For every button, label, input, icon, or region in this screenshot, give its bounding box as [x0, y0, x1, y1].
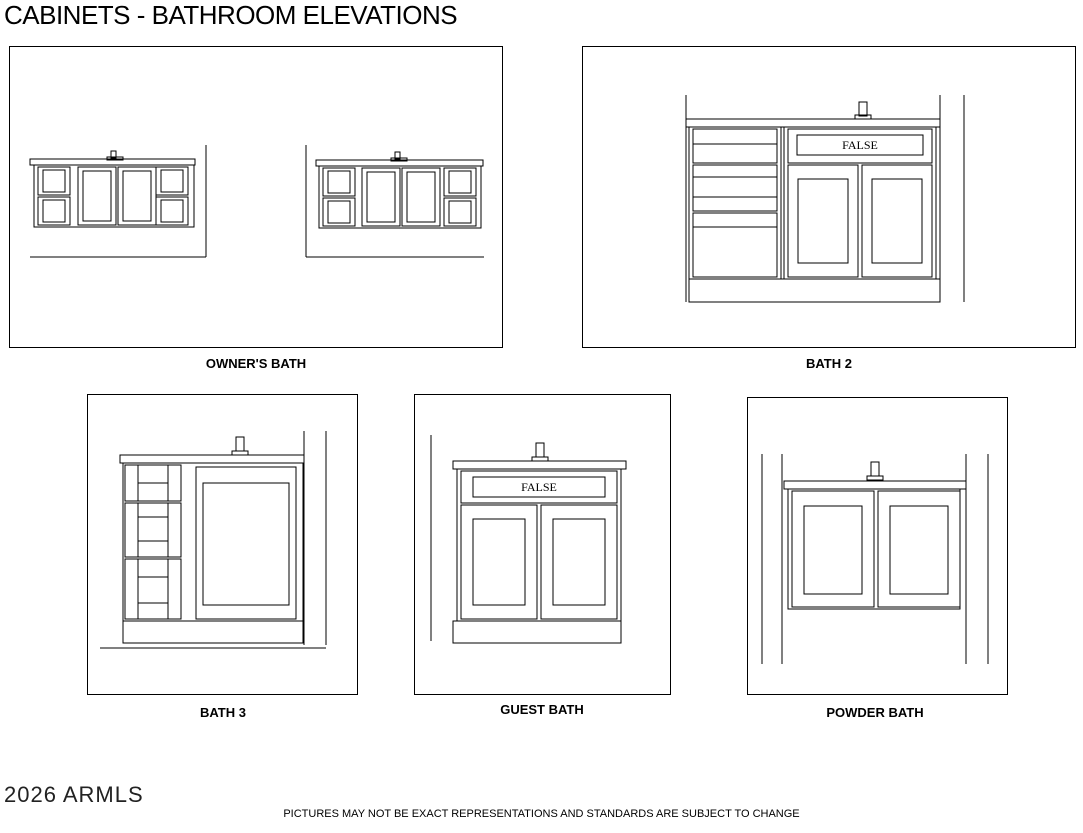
- bath-3-drawing: [88, 395, 359, 696]
- guest-bath-elevation: [414, 394, 671, 695]
- disclaimer: PICTURES MAY NOT BE EXACT REPRESENTATIONS AND STANDARDS ARE SUBJECT TO CHANGE: [283, 808, 800, 820]
- guest-bath-false-label: FALSE: [521, 480, 557, 494]
- powder-bath-drawing: [748, 398, 1009, 696]
- watermark: 2026 ARMLS: [4, 782, 144, 807]
- powder-bath-elevation: [747, 397, 1008, 695]
- bath-2-elevation: [582, 46, 1076, 348]
- owners-bath-drawing: [10, 47, 504, 349]
- bath-3-caption: BATH 3: [200, 705, 246, 720]
- guest-bath-drawing: [415, 395, 672, 696]
- bath-3-elevation: [87, 394, 358, 695]
- owners-bath-caption: OWNER'S BATH: [205, 356, 307, 371]
- owners-bath-elevation: [9, 46, 503, 348]
- bath-2-drawing: [583, 47, 1077, 349]
- powder-bath-caption: POWDER BATH: [826, 705, 924, 720]
- bath-2-false-label: FALSE: [842, 138, 878, 152]
- guest-bath-caption: GUEST BATH: [500, 702, 584, 717]
- page-title: CABINETS - BATHROOM ELEVATIONS: [4, 0, 458, 30]
- bath-2-caption: BATH 2: [806, 356, 852, 371]
